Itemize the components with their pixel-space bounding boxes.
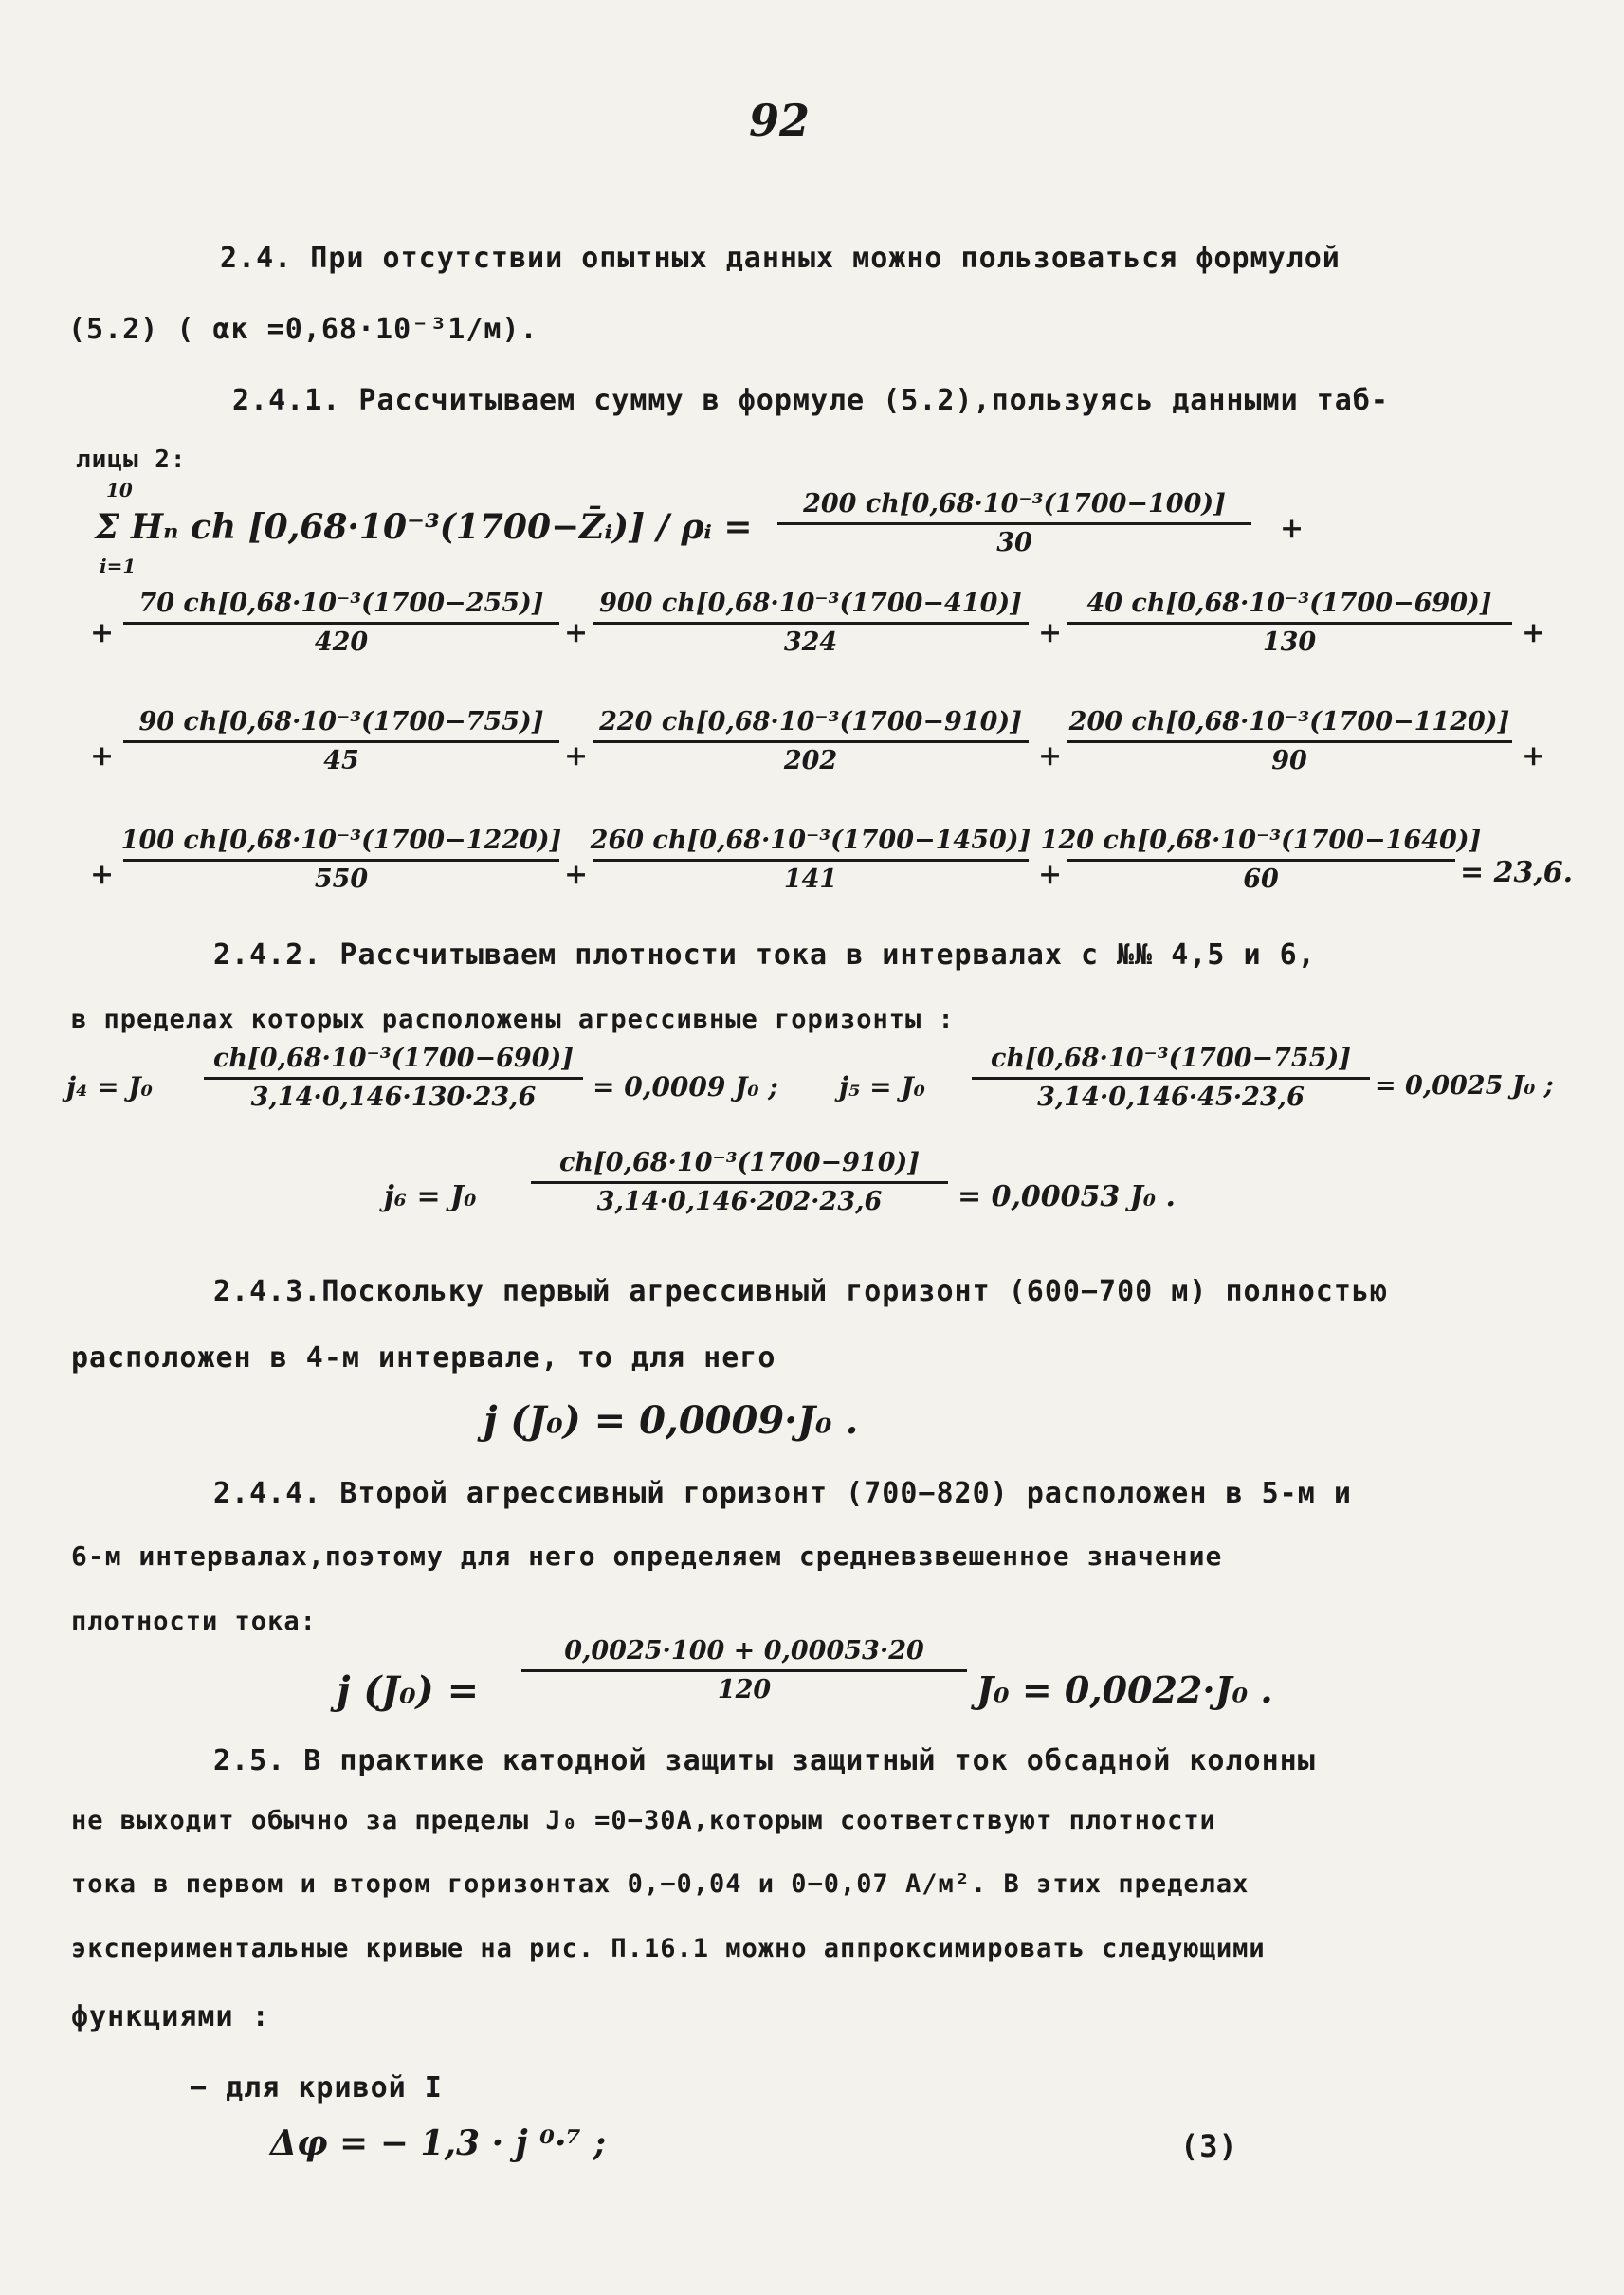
sum-term-5-num: 90 ch[0,68·10⁻³(1700−755)] xyxy=(138,707,544,737)
section-2-4-4-line3: плотности тока: xyxy=(71,1607,317,1636)
j6-rhs: = 0,00053 J₀ . xyxy=(958,1180,1176,1213)
sum-term-9-den: 141 xyxy=(783,865,838,894)
plus-sign: + xyxy=(90,858,115,891)
section-2-4-line1: 2.4. При отсутствии опытных данных можно пользоваться формулой xyxy=(220,242,1341,275)
sum-term-3 xyxy=(593,588,1029,659)
sum-term-6-num: 220 ch[0,68·10⁻³(1700−910)] xyxy=(599,707,1022,737)
weighted-density-lhs: j (J₀) = xyxy=(337,1668,480,1713)
plus-sign: + xyxy=(1038,858,1063,891)
plus-sign: + xyxy=(1522,616,1546,649)
plus-sign: + xyxy=(1522,739,1546,773)
j5-fraction xyxy=(972,1043,1370,1114)
fraction-bar xyxy=(531,1181,948,1184)
sum-term-3-num: 900 ch[0,68·10⁻³(1700−410)] xyxy=(599,589,1022,618)
sum-term-7 xyxy=(1067,706,1512,777)
fraction-bar xyxy=(1067,622,1512,625)
plus-sign: + xyxy=(564,616,589,649)
sum-term-2-num: 70 ch[0,68·10⁻³(1700−255)] xyxy=(138,589,544,618)
j4-lhs: j₄ = J₀ xyxy=(66,1071,153,1102)
plus-sign: + xyxy=(1038,739,1063,773)
fraction-bar xyxy=(521,1669,967,1672)
sum-term-8-num: 100 ch[0,68·10⁻³(1700−1220)] xyxy=(120,826,562,855)
plus-sign: + xyxy=(564,739,589,773)
sum-term-9-num: 260 ch[0,68·10⁻³(1700−1450)] xyxy=(590,826,1031,855)
fraction-bar xyxy=(1067,740,1512,743)
plus-sign: + xyxy=(564,858,589,891)
weighted-density-den: 120 xyxy=(717,1675,772,1704)
fraction-bar xyxy=(123,740,559,743)
sum-term-7-den: 90 xyxy=(1271,746,1307,775)
sum-term-4-den: 130 xyxy=(1262,628,1317,657)
fraction-bar xyxy=(1067,859,1455,862)
sum-term-10 xyxy=(1040,825,1482,896)
sum-result: = 23,6. xyxy=(1460,856,1574,889)
sum-term-3-den: 324 xyxy=(783,628,838,657)
section-2-4-1-line1: 2.4.1. Рассчитываем сумму в формуле (5.2),пользуясь данными таб- xyxy=(232,384,1389,417)
section-2-4-2-line2: в пределах которых расположены агрессивные горизонты : xyxy=(71,1005,955,1034)
sum-term-7-num: 200 ch[0,68·10⁻³(1700−1120)] xyxy=(1068,707,1510,737)
plus-sign: + xyxy=(1038,616,1063,649)
sum-term-8-den: 550 xyxy=(314,865,369,894)
fraction-bar xyxy=(204,1077,583,1080)
sum-term-5-den: 45 xyxy=(323,746,359,775)
sum-term-6-den: 202 xyxy=(783,746,838,775)
sum-lhs: Σ Hₙ ch [0,68·10⁻³(1700−Z̄ᵢ)] / ρᵢ = xyxy=(95,507,753,547)
section-2-5-line1: 2.5. В практике катодной защиты защитный ток обсадной колонны xyxy=(213,1744,1316,1777)
sum-term-8 xyxy=(120,825,562,896)
fraction-bar xyxy=(123,622,559,625)
section-2-5-line5: функциями : xyxy=(71,2000,270,2033)
fraction-bar xyxy=(593,859,1029,862)
section-2-4-2-line1: 2.4.2. Рассчитываем плотности тока в интервалах с №№ 4,5 и 6, xyxy=(213,938,1316,972)
sum-upper-limit: 10 xyxy=(106,479,133,501)
section-2-5-line4: экспериментальные кривые на рис. П.16.1 можно аппроксимировать следующими xyxy=(71,1934,1266,1963)
plus-sign: + xyxy=(90,739,115,773)
j5-lhs: j₅ = J₀ xyxy=(839,1071,925,1102)
fraction-bar xyxy=(123,859,559,862)
section-2-4-3-line2: расположен в 4-м интервале, то для него xyxy=(71,1341,776,1375)
sum-term-4 xyxy=(1067,588,1512,659)
j5-num: ch[0,68·10⁻³(1700−755)] xyxy=(990,1044,1352,1073)
sum-term-1 xyxy=(777,488,1251,559)
curve-1-formula: Δφ = − 1,3 · j ⁰·⁷ ; xyxy=(270,2123,607,2163)
section-2-4-1-line2: лицы 2: xyxy=(76,446,187,474)
curve-1-label: − для кривой I xyxy=(190,2071,443,2104)
sum-term-6 xyxy=(593,706,1029,777)
page-number: 92 xyxy=(749,95,811,146)
sum-term-10-den: 60 xyxy=(1243,865,1279,894)
section-2-4-4-line1: 2.4.4. Второй агрессивный горизонт (700−820) расположен в 5-м и xyxy=(213,1477,1352,1510)
weighted-density-fraction xyxy=(521,1635,967,1706)
sum-term-1-den: 30 xyxy=(996,528,1032,557)
fraction-bar xyxy=(777,522,1251,525)
section-2-5-line3: тока в первом и втором горизонтах 0,−0,04 и 0−0,07 А/м². В этих пределах xyxy=(71,1869,1250,1899)
equation-number: (3) xyxy=(1180,2128,1238,2164)
sum-lower-limit: i=1 xyxy=(100,555,137,577)
j6-fraction xyxy=(531,1147,948,1218)
sum-term-9 xyxy=(590,825,1031,896)
fraction-bar xyxy=(593,622,1029,625)
section-2-4-line2: (5.2) ( αк =0,68·10⁻³1/м). xyxy=(68,313,538,346)
section-2-4-4-line2: 6-м интервалах,поэтому для него определяем средневзвешенное значение xyxy=(71,1540,1223,1572)
fraction-bar xyxy=(972,1077,1370,1080)
j5-den: 3,14·0,146·45·23,6 xyxy=(1037,1083,1305,1112)
section-2-4-3-formula: j (J₀) = 0,0009·J₀ . xyxy=(484,1398,859,1443)
section-2-5-line2: не выходит обычно за пределы J₀ =0−30А,которым соответствуют плотности xyxy=(71,1806,1216,1835)
j5-rhs: = 0,0025 J₀ ; xyxy=(1375,1071,1554,1101)
plus-sign: + xyxy=(1280,512,1305,545)
sum-term-2-den: 420 xyxy=(314,628,369,657)
sum-term-5 xyxy=(123,706,559,777)
sum-term-10-num: 120 ch[0,68·10⁻³(1700−1640)] xyxy=(1040,826,1482,855)
fraction-bar xyxy=(593,740,1029,743)
j4-fraction xyxy=(204,1043,583,1114)
j6-num: ch[0,68·10⁻³(1700−910)] xyxy=(558,1148,921,1177)
j4-den: 3,14·0,146·130·23,6 xyxy=(250,1083,537,1112)
j4-rhs: = 0,0009 J₀ ; xyxy=(593,1071,778,1102)
weighted-density-rhs: J₀ = 0,0022·J₀ . xyxy=(976,1668,1273,1711)
j6-den: 3,14·0,146·202·23,6 xyxy=(596,1187,883,1216)
j6-lhs: j₆ = J₀ xyxy=(384,1180,477,1213)
weighted-density-num: 0,0025·100 + 0,00053·20 xyxy=(564,1636,924,1666)
plus-sign: + xyxy=(90,616,115,649)
sum-term-4-num: 40 ch[0,68·10⁻³(1700−690)] xyxy=(1086,589,1492,618)
sum-term-2 xyxy=(123,588,559,659)
sum-term-1-num: 200 ch[0,68·10⁻³(1700−100)] xyxy=(803,489,1226,519)
j4-num: ch[0,68·10⁻³(1700−690)] xyxy=(212,1044,575,1073)
section-2-4-3-line1: 2.4.3.Поскольку первый агрессивный горизонт (600−700 м) полностью xyxy=(213,1275,1388,1308)
